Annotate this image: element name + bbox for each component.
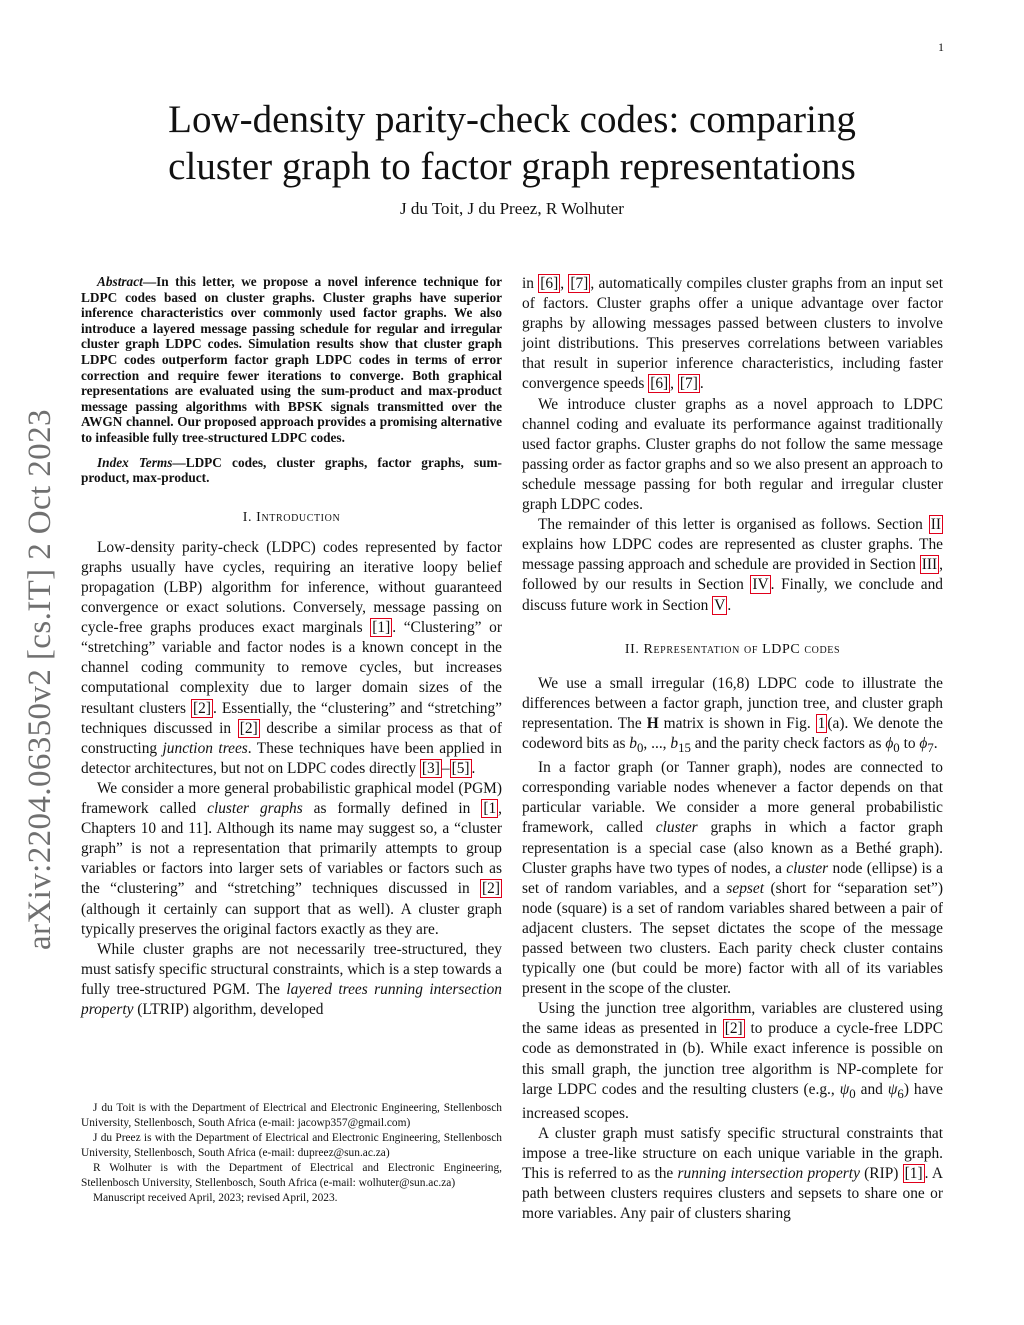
citation-link[interactable]: [2]	[193, 699, 211, 717]
title-line-2: cluster graph to factor graph representations	[168, 145, 856, 188]
left-column	[81, 274, 502, 1020]
citation-link[interactable]: [7]	[570, 275, 589, 292]
footnote-author-3: R Wolhuter is with the Department of Electrical and Electronic Engineering, Stellenbosch University, Stellenbosch, South Africa (e-mail: wolhuter@sun.ac.za)	[81, 1162, 502, 1189]
arxiv-watermark[interactable]: arXiv:2204.06350v2 [cs.IT] 2 Oct 2023	[22, 409, 58, 950]
citation-link[interactable]: [1]	[372, 619, 391, 637]
citation-link[interactable]: [5]	[451, 759, 470, 777]
footnote-manuscript: Manuscript received April, 2023; revised April, 2023.	[93, 1192, 338, 1204]
abstract-label: Abstract	[97, 274, 143, 289]
citation-link[interactable]: [3]	[421, 759, 440, 777]
representation-paragraph-1: We use a small irregular (16,8) LDPC code to illustrate the differences between a factor graph, junction tree, and cluster graph representation. The H matrix is shown in Fig. 1 (a). We denote the codeword bits as $b_0$, ..., $b_{15}$ and the parity check factors as $\phi_0$ to $\phi_7$.	[522, 674, 943, 756]
section-link[interactable]: IV	[752, 576, 769, 594]
footnotes	[81, 1101, 502, 1206]
section-link[interactable]: III	[921, 556, 938, 574]
paper-title	[100, 96, 924, 190]
representation-paragraph-4: A cluster graph must satisfy specific structural constraints that impose a tree-like structure on each unique variable in the graph. This is referred to as the running intersection property (RIP) [1] . A path between clusters requires clusters and sepsets to share one or more variables. Any pair of clusters sharing	[522, 1124, 943, 1223]
citation-link[interactable]: [1]	[904, 1165, 923, 1183]
citation-link[interactable]: [2]	[482, 880, 500, 898]
abstract	[81, 274, 502, 446]
title-line-1: Low-density parity-check codes: comparing	[168, 98, 856, 141]
section-link[interactable]: II	[930, 516, 941, 534]
intro-paragraph-1: Low-density parity-check (LDPC) codes represented by factor graphs usually have cycles, requiring an iterative loopy belief propagation (LBP) algorithm for inference, without guaranteed convergence or exact solutions. Conversely, message passing on cycle-free graphs produces exact marginals [1] . “Clustering” or “stretching” variable and factor nodes is a known concept in the channel coding community to remove cycles, but increases computational complexity due to larger domain sizes of the resultant clusters [2] . Essentially, the “clustering” and “stretching” techniques discussed in [2] describe a similar process as that of constructing junction trees. These techniques have been applied in detector architectures, but not on LDPC codes directly [3] – [5] .	[81, 538, 502, 777]
citation-link[interactable]: [2]	[239, 719, 258, 737]
citation-link[interactable]: [6]	[650, 375, 669, 393]
page-number: 1	[938, 40, 944, 54]
figure-link[interactable]: 1	[817, 714, 826, 732]
citation-link[interactable]: [1	[483, 800, 497, 818]
right-column	[522, 274, 943, 1224]
intro-paragraph-3-continued: in [6] , [7] , automatically compiles cluster graphs from an input set of factors. Cluster graphs offer a unique advantage over factor graphs by allowing messages passed between clusters to involve joint distributions. This preserves correlations between variables that result in superior inference characteristics, including faster convergence speeds [6] , [7] .	[522, 275, 943, 393]
abstract-text: —In this letter, we propose a novel inference technique for LDPC codes based on cluster graphs. Cluster graphs have superior inference characteristics over commonly used factor graphs. We also introduce a layered message passing schedule for regular and irregular cluster graph LDPC codes. Simulation results show that cluster graph LDPC codes outperform factor graph LDPC codes in terms of error correction and require fewer iterations to converge. Both graphical representations are evaluated using the sum-product and max-product message passing algorithms with BPSK signals transmitted over the AWGN channel. Our proposed approach provides a promising alternative to infeasible fully tree-structured LDPC codes.	[81, 274, 502, 445]
representation-paragraph-2: In a factor graph (or Tanner graph), nodes are connected to corresponding variable nodes whenever a factor depends on that particular variable. We consider a more general probabilistic framework, called cluster graphs in which a factor graph representation is a special case (also known as a Bethé graph). Cluster graphs have two types of nodes, a cluster node (ellipse) is a set of random variables, and a sepset (short for “separation set”) node (square) is a set of random variables shared between a pair of adjacent clusters. The sepset dictates the scope of the message passed between two clusters. Each parity check cluster contains typically one (but could be more) factor with all of its variables present in the scope of the cluster.	[522, 759, 944, 998]
intro-paragraph-3: While cluster graphs are not necessarily tree-structured, they must satisfy specific structural constraints, which is a step towards a fully tree-structured PGM. The layered trees running intersection property (LTRIP) algorithm, developed	[81, 940, 502, 1018]
citation-link[interactable]: [2]	[724, 1020, 743, 1038]
citation-link[interactable]: [6]	[540, 275, 559, 292]
index-terms	[81, 455, 502, 486]
index-terms-label: Index Terms	[97, 454, 173, 470]
footnote-author-1: J du Toit is with the Department of Electrical and Electronic Engineering, Stellenbosch University, Stellenbosch, South Africa (e-mail: jacowp357@gmail.com)	[81, 1102, 502, 1129]
citation-link[interactable]: [7]	[679, 375, 698, 393]
section-heading-representation: II. Representation of LDPC codes	[624, 641, 841, 657]
intro-paragraph-2: We consider a more general probabilistic graphical model (PGM) framework called cluster graphs as formally defined in [1 , Chapters 10 and 11]. Although its name may suggest so, a “cluster graph” is not a representation that primarily attempts to group variables or factors into larger sets of variables or factors such as the “clustering” and “stretching” techniques discussed in [2] (although it certainly can support that as well). A cluster graph typically preserves the original factors exactly as they are.	[81, 779, 503, 938]
intro-paragraph-5: The remainder of this letter is organised as follows. Section II explains how LDPC codes are represented as cluster graphs. The message passing approach and schedule are provided in Section III , followed by our results in Section IV . Finally, we conclude and discuss future work in Section V .	[522, 516, 943, 614]
representation-paragraph-3: Using the junction tree algorithm, variables are clustered using the same ideas as presented in [2] to produce a cycle-free LDPC code as demonstrated in (b). While exact inference is possible on this small graph, the junction tree algorithm is NP-complete for large LDPC codes and the resulting clusters (e.g., $\psi_0$ and $\psi_6$) have increased scopes.	[522, 1000, 943, 1122]
footnote-author-2: J du Preez is with the Department of Electrical and Electronic Engineering, Stellenbosch University, Stellenbosch, South Africa (e-mail: dupreez@sun.ac.za)	[81, 1132, 502, 1159]
section-link[interactable]: V	[714, 596, 726, 614]
section-heading-introduction: I. Introduction	[242, 509, 341, 525]
index-terms-text: —LDPC codes, cluster graphs, factor graphs, sum-product, max-product.	[81, 454, 502, 486]
intro-paragraph-4: We introduce cluster graphs as a novel approach to LDPC channel coding and evaluate its performance against traditionally used factor graphs. Cluster graphs do not follow the same message passing order as factor graphs and so we also present an approach to schedule message passing for both regular and irregular cluster graph LDPC codes.	[522, 395, 943, 514]
author-list: J du Toit, J du Preez, R Wolhuter	[400, 199, 624, 218]
